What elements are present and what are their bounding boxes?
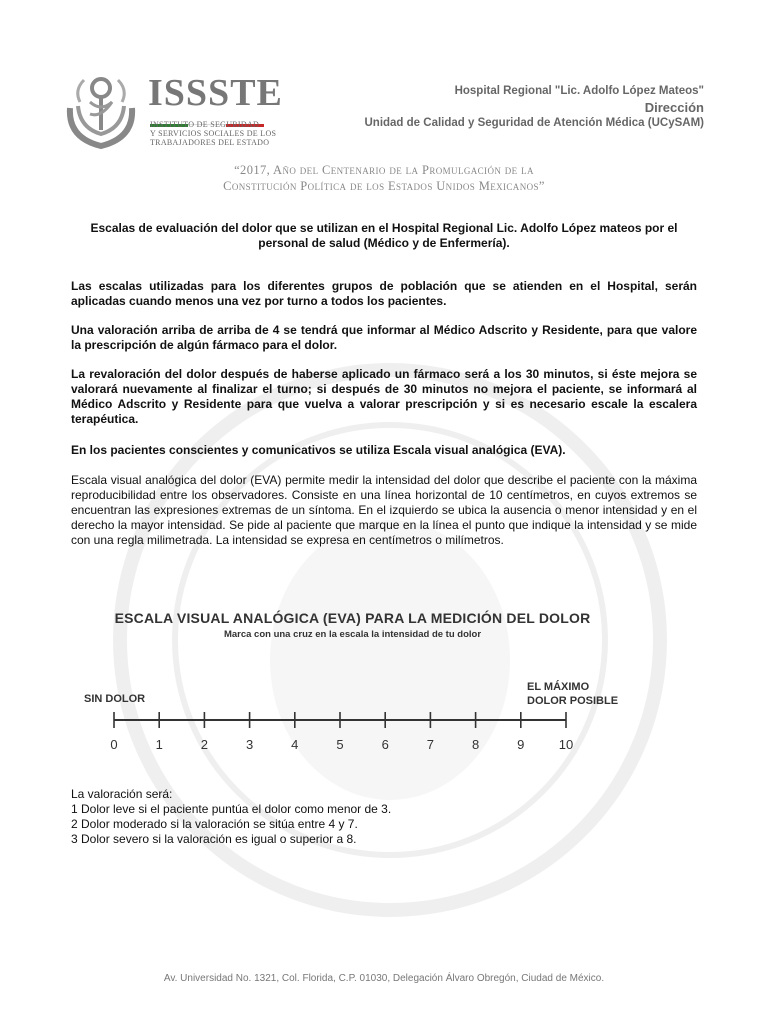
valoracion-block xyxy=(71,787,391,847)
eva-tick-label: 1 xyxy=(155,737,163,752)
paragraph-eva-description: Escala visual analógica del dolor (EVA) permite medir la intensidad del dolor que describe el paciente con la máxima reproducibilidad entre los observadores. Consiste en una línea horizontal de 10 centímetros, en cuyos extremos se encuentran las expresiones extremas de un síntoma. En el izquierdo se ubica la ausencia o menor intensidad y en el derecho la mayor intensidad. Se pide al paciente que marque en la línea el punto que indique la intensidad y se mide con una regla milimetrada. La intensidad se expresa en centímetros o milímetros. xyxy=(71,473,697,547)
eva-tick-label: 7 xyxy=(426,737,435,752)
issste-subtitle-line: TRABAJADORES DEL ESTADO xyxy=(150,138,270,147)
eva-tick-label: 2 xyxy=(200,737,209,752)
eva-label-no-pain: SIN DOLOR xyxy=(84,693,146,705)
issste-subtitle-line: Y SERVICIOS SOCIALES DE LOS xyxy=(150,129,277,138)
paragraph-reevaluation: La revaloración del dolor después de haberse aplicado un fármaco será a los 30 minutos, si éste mejora se valorará nuevamente al finalizar el turno; si después de 30 minutos no mejora el paciente, se informará al Médico Adscrito y Residente para que vuelva a valorar prescripción y si es necesario escale la escalera terapéutica. xyxy=(71,367,697,426)
motto-line: Constitución Política de los Estados Unidos Mexicanos” xyxy=(223,179,545,193)
eva-tick-label: 10 xyxy=(558,737,574,752)
footer-address: Av. Universidad No. 1321, Col. Florida, C.P. 01030, Delegación Álvaro Obregón, Ciudad de México. xyxy=(163,973,605,984)
eva-subtitle: Marca con una cruz en la escala la intensidad de tu dolor xyxy=(223,629,482,640)
eva-tick-label: 3 xyxy=(245,737,254,752)
eva-tick-label: 6 xyxy=(381,737,389,752)
eva-label-max-line: DOLOR POSIBLE xyxy=(527,695,619,707)
eva-scale xyxy=(100,708,590,756)
paragraph-threshold: Una valoración arriba de arriba de 4 se tendrá que informar al Médico Adscrito y Residente, para que valore la prescripción de algún fármaco para el dolor. xyxy=(71,323,697,352)
unidad-label: Unidad de Calidad y Seguridad de Atención Médica (UCySAM) xyxy=(364,117,704,129)
valoracion-heading: La valoración será: xyxy=(71,787,173,801)
hospital-name: Hospital Regional "Lic. Adolfo López Mateos" xyxy=(454,85,704,97)
issste-emblem-icon xyxy=(60,68,142,150)
valoracion-item: 3 Dolor severo si la valoración es igual o superior a 8. xyxy=(71,832,357,846)
eva-label-max-pain xyxy=(527,680,618,708)
document-title: Escalas de evaluación del dolor que se utilizan en el Hospital Regional Lic. Adolfo López mateos por el personal de salud (Médico y de Enfermería). xyxy=(90,221,678,250)
eva-title: ESCALA VISUAL ANALÓGICA (EVA) PARA LA MEDICIÓN DEL DOLOR xyxy=(114,610,591,626)
valoracion-item: 1 Dolor leve si el paciente puntúa el dolor como menor de 3. xyxy=(71,802,392,816)
issste-logo-text: ISSSTE xyxy=(148,72,283,114)
valoracion-item: 2 Dolor moderado si la valoración se sitúa entre 4 y 7. xyxy=(71,817,358,831)
eva-tick-label: 5 xyxy=(336,737,344,752)
eva-label-max-line: EL MÁXIMO xyxy=(527,681,590,693)
header-institution-block xyxy=(364,84,704,131)
paragraph-eva-intro: En los pacientes conscientes y comunicativos se utiliza Escala visual analógica (EVA). xyxy=(71,443,566,457)
flag-stripe xyxy=(150,114,265,117)
direccion-label: Dirección xyxy=(644,100,704,115)
issste-subtitle xyxy=(150,120,276,147)
year-motto xyxy=(0,162,768,194)
eva-tick-label: 9 xyxy=(517,737,525,752)
eva-tick-label: 8 xyxy=(471,737,480,752)
eva-tick-label: 4 xyxy=(291,737,299,752)
paragraph-scales-usage: Las escalas utilizadas para los diferentes grupos de población que se atienden en el Hospital, serán aplicadas cuando menos una vez por turno a todos los pacientes. xyxy=(71,279,697,308)
motto-line: “2017, Año del Centenario de la Promulgación de la xyxy=(234,163,534,177)
eva-tick-label: 0 xyxy=(110,737,118,752)
issste-subtitle-line: INSTITUTO DE SEGURIDAD xyxy=(150,120,260,129)
